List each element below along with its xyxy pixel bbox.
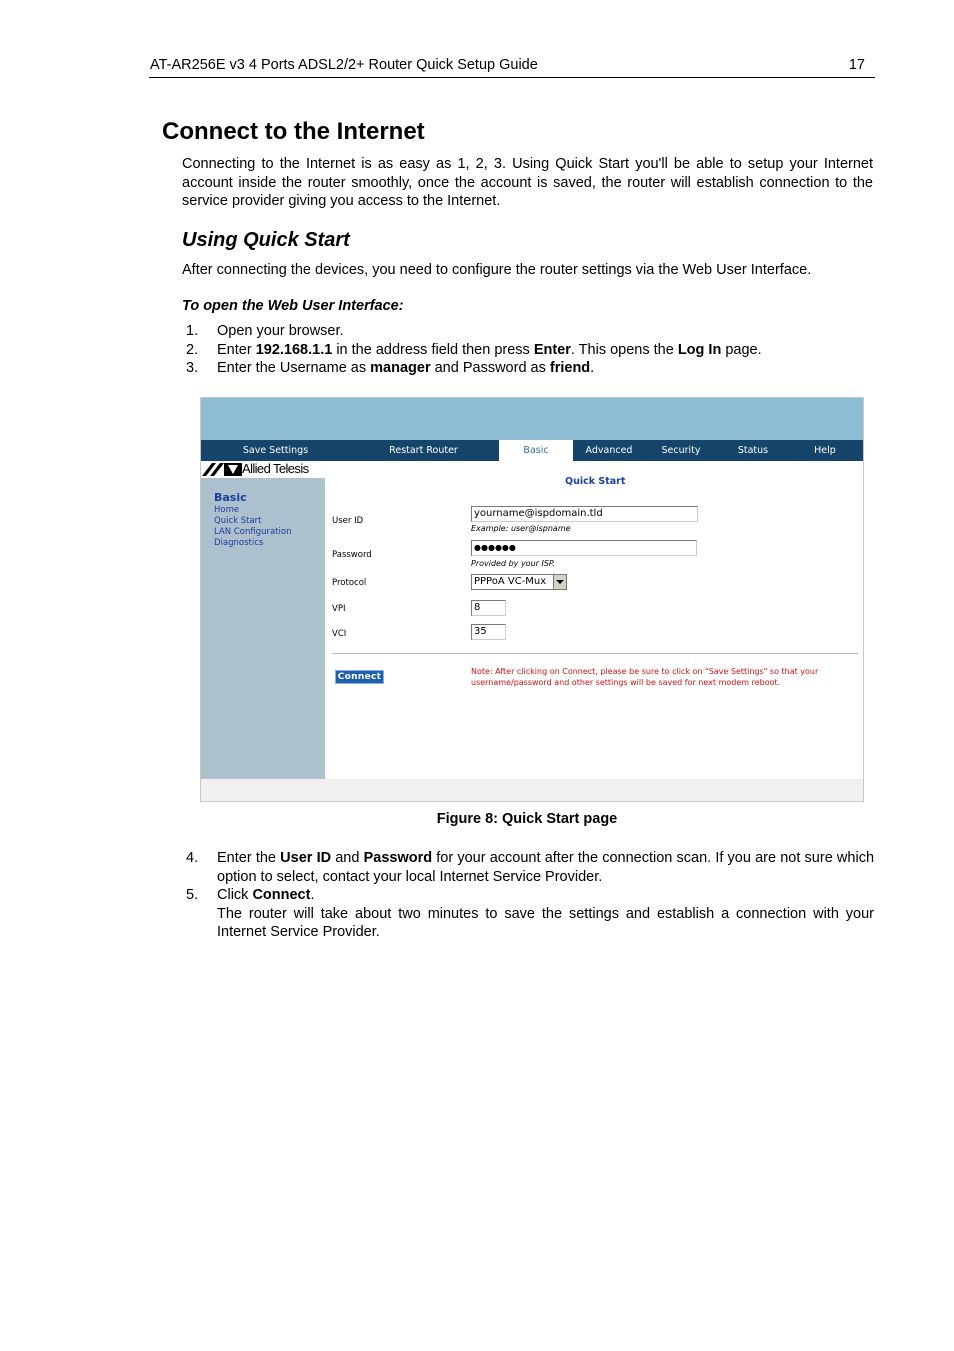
logo-text: Allied Telesis [242,461,309,476]
footer-bar [201,779,863,801]
password-input[interactable]: ●●●●●● [471,540,697,556]
protocol-select[interactable] [471,574,567,590]
step-number: 3. [186,360,199,376]
user-id-hint: Example: user@ispname [471,524,571,533]
tab-basic[interactable]: Basic [499,440,573,461]
form-title: Quick Start [565,476,626,487]
tab-help[interactable]: Help [814,445,836,456]
quick-start-screenshot [200,397,864,802]
save-settings-note: Note: After clicking on Connect, please be sure to click on "Save Settings" so that your username/password and other settings will be saved for next modem reboot. [471,667,819,687]
page-number: 17 [848,57,865,73]
step-text: Enter the User ID and Password for your account after the connection scan. If you are not sure which option to select, contact your local Internet Service Provider. [217,850,875,885]
logo-mark-icon [202,463,242,476]
step-2 [186,341,874,360]
connect-button[interactable]: Connect [335,670,384,684]
step-4 [186,849,874,886]
form-divider [332,653,858,654]
sidebar [201,478,325,779]
subsection-paragraph: After connecting the devices, you need to configure the router settings via the Web User Interface. [182,262,812,278]
allied-telesis-logo [201,461,325,478]
page-header [149,57,875,78]
protocol-value: PPPoA VC-Mux [474,576,547,587]
sidebar-item-quick-start[interactable]: Quick Start [214,516,262,526]
step-1 [186,322,874,341]
step-number: 5. [186,887,199,903]
steps-list-b [186,849,874,942]
steps-list-a [186,322,874,378]
section-title: Connect to the Internet [162,118,425,145]
step-number: 1. [186,323,199,339]
document-title: AT-AR256E v3 4 Ports ADSL2/2+ Router Quick Setup Guide [150,57,538,73]
vpi-label: VPI [332,604,346,614]
tab-restart-router[interactable]: Restart Router [389,445,458,456]
procedure-title: To open the Web User Interface: [182,298,404,314]
sidebar-item-lan-configuration[interactable]: LAN Configuration [214,527,292,537]
figure-caption: Figure 8: Quick Start page [436,811,618,827]
tab-security[interactable]: Security [661,445,701,456]
step-text: Enter the Username as manager and Password as friend. [217,360,595,376]
step-text: Enter 192.168.1.1 in the address field then press Enter. This opens the Log In page. [217,341,762,358]
banner [201,398,863,440]
sidebar-item-home[interactable]: Home [214,505,240,515]
password-hint: Provided by your ISP. [471,559,556,568]
tab-save-settings[interactable]: Save Settings [242,445,309,456]
password-label: Password [332,550,372,560]
protocol-label: Protocol [332,578,367,588]
step-3 [186,359,874,378]
sidebar-heading: Basic [214,491,247,504]
step-detail: The router will take about two minutes to save the settings and establish a connection with your Internet Service Provider. [217,905,874,940]
step-number: 2. [186,341,199,358]
intro-paragraph: Connecting to the Internet is as easy as 1, 2, 3. Using Quick Start you'll be able to setup your Internet account inside the router smoothly, once the account is saved, the router will establish connection to the service provider giving you access to the Internet. [182,156,873,209]
quick-start-form [325,461,863,779]
step-text: Open your browser. [217,323,344,339]
step-text: Click Connect. The router will take about two minutes to save the settings and establish a connection with your Internet Service Provider. [217,887,874,940]
tab-advanced[interactable]: Advanced [585,445,633,456]
top-nav [201,440,863,461]
vci-label: VCI [332,629,347,639]
chevron-down-icon[interactable] [553,575,566,589]
user-id-input[interactable]: yourname@ispdomain.tld [471,506,698,522]
subsection-title: Using Quick Start [182,229,350,251]
step-5 [186,886,874,942]
step-number: 4. [186,850,199,866]
vpi-input[interactable]: 8 [471,600,506,616]
tab-status[interactable]: Status [737,445,769,456]
vci-input[interactable]: 35 [471,624,506,640]
user-id-label: User ID [332,516,364,526]
sidebar-item-diagnostics[interactable]: Diagnostics [214,538,264,548]
